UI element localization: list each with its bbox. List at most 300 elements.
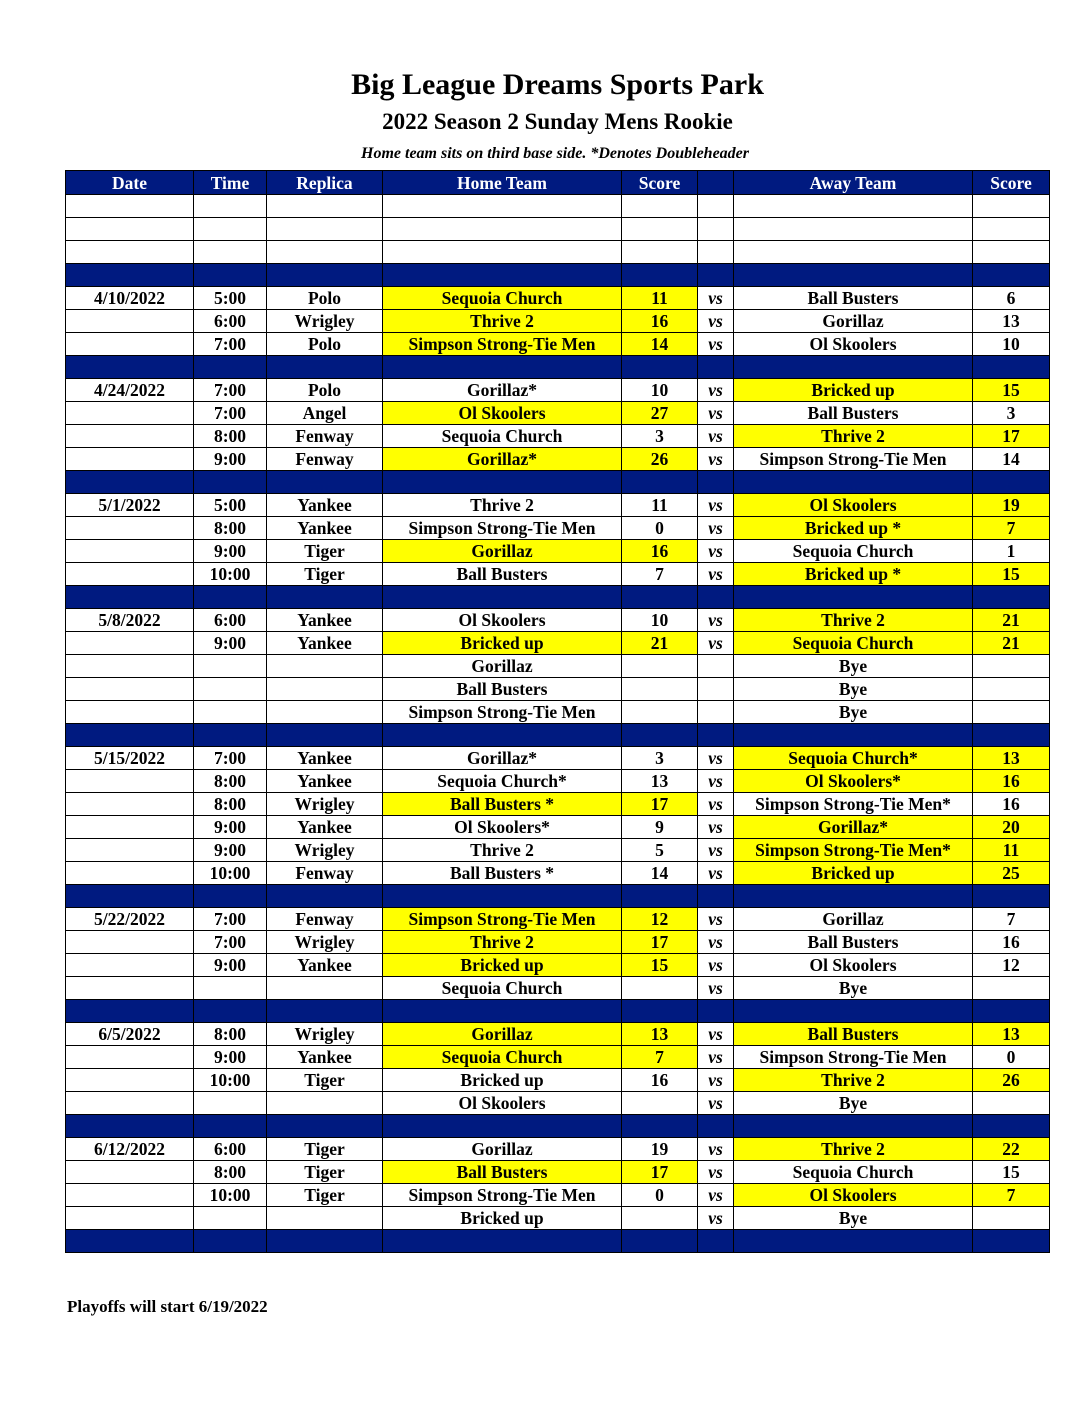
away-team-cell: Ol Skoolers [734,954,973,977]
away-score-cell: 20 [973,816,1050,839]
separator-cell [267,1230,383,1253]
away-score-cell: 15 [973,563,1050,586]
time-cell: 7:00 [194,379,267,402]
home-score-cell: 13 [622,1023,698,1046]
away-score-cell: 15 [973,1161,1050,1184]
home-team-cell: Thrive 2 [383,494,622,517]
blank-cell [194,218,267,241]
home-team-cell: Bricked up [383,1069,622,1092]
separator-cell [194,1230,267,1253]
separator-cell [698,724,734,747]
game-row [66,632,1050,655]
blank-cell [973,241,1050,264]
home-score-cell: 0 [622,1184,698,1207]
home-score-cell: 26 [622,448,698,471]
away-score-cell: 19 [973,494,1050,517]
away-team-cell: Gorillaz [734,310,973,333]
blank-cell [267,241,383,264]
home-score-cell: 7 [622,563,698,586]
blank-cell [698,241,734,264]
blank-cell [66,195,194,218]
separator-cell [973,586,1050,609]
date-cell: 6/5/2022 [66,1023,194,1046]
blank-cell [383,218,622,241]
separator-cell [734,1000,973,1023]
blank-cell [383,195,622,218]
time-cell [194,1207,267,1230]
time-cell: 8:00 [194,1161,267,1184]
away-team-cell: Thrive 2 [734,1138,973,1161]
week-separator-row [66,1115,1050,1138]
home-score-cell [622,1092,698,1115]
away-score-cell: 17 [973,425,1050,448]
date-cell [66,862,194,885]
replica-cell: Wrigley [267,310,383,333]
game-row [66,448,1050,471]
header-row [66,171,1050,195]
time-cell: 5:00 [194,494,267,517]
date-cell [66,1092,194,1115]
vs-cell: vs [698,425,734,448]
home-score-cell: 16 [622,310,698,333]
replica-cell: Yankee [267,494,383,517]
home-score-cell: 15 [622,954,698,977]
separator-cell [383,885,622,908]
separator-cell [973,1230,1050,1253]
blank-cell [973,195,1050,218]
blank-row [66,241,1050,264]
separator-cell [66,586,194,609]
home-score-cell: 12 [622,908,698,931]
separator-cell [698,356,734,379]
separator-cell [734,885,973,908]
home-score-cell: 11 [622,287,698,310]
separator-cell [267,586,383,609]
separator-cell [973,471,1050,494]
date-cell [66,954,194,977]
home-team-cell: Ball Busters [383,678,622,701]
vs-cell: vs [698,954,734,977]
separator-cell [622,586,698,609]
home-score-cell [622,655,698,678]
home-team-cell: Thrive 2 [383,310,622,333]
away-score-cell: 13 [973,1023,1050,1046]
separator-cell [734,724,973,747]
blank-row [66,218,1050,241]
time-cell: 7:00 [194,747,267,770]
separator-cell [698,1115,734,1138]
separator-cell [734,471,973,494]
home-team-cell: Sequoia Church [383,287,622,310]
time-cell: 8:00 [194,1023,267,1046]
time-cell: 9:00 [194,954,267,977]
replica-cell: Fenway [267,908,383,931]
replica-cell: Yankee [267,517,383,540]
away-team-cell: Bye [734,701,973,724]
date-cell [66,448,194,471]
home-team-cell: Simpson Strong-Tie Men [383,908,622,931]
time-cell: 6:00 [194,1138,267,1161]
week-separator-row [66,471,1050,494]
replica-cell: Wrigley [267,1023,383,1046]
blank-cell [194,195,267,218]
away-score-cell [973,701,1050,724]
vs-cell: vs [698,1092,734,1115]
home-score-cell: 16 [622,1069,698,1092]
week-separator-row [66,586,1050,609]
separator-cell [734,1230,973,1253]
game-row [66,517,1050,540]
home-team-cell: Ol Skoolers [383,609,622,632]
time-cell: 9:00 [194,839,267,862]
away-score-cell: 7 [973,1184,1050,1207]
time-cell: 8:00 [194,425,267,448]
game-row [66,701,1050,724]
replica-cell: Tiger [267,1069,383,1092]
separator-cell [194,1115,267,1138]
vs-cell: vs [698,908,734,931]
blank-cell [622,241,698,264]
home-score-cell: 16 [622,540,698,563]
separator-cell [267,264,383,287]
home-score-cell: 3 [622,425,698,448]
date-cell [66,1161,194,1184]
separator-cell [383,1230,622,1253]
blank-cell [267,218,383,241]
blank-cell [66,241,194,264]
away-score-cell: 16 [973,931,1050,954]
home-score-cell: 14 [622,862,698,885]
away-team-cell: Thrive 2 [734,425,973,448]
replica-cell: Yankee [267,609,383,632]
separator-cell [194,471,267,494]
home-team-cell: Simpson Strong-Tie Men [383,517,622,540]
away-score-cell: 22 [973,1138,1050,1161]
game-row [66,379,1050,402]
vs-cell: vs [698,287,734,310]
date-cell: 4/10/2022 [66,287,194,310]
date-cell [66,402,194,425]
time-cell: 6:00 [194,609,267,632]
time-cell: 9:00 [194,448,267,471]
home-team-cell: Sequoia Church* [383,770,622,793]
home-score-cell: 27 [622,402,698,425]
week-separator-row [66,1000,1050,1023]
replica-cell [267,678,383,701]
replica-cell: Tiger [267,1184,383,1207]
away-team-cell: Bye [734,977,973,1000]
game-row [66,1046,1050,1069]
home-score-cell [622,701,698,724]
date-cell [66,931,194,954]
away-team-cell: Bricked up [734,862,973,885]
time-cell: 10:00 [194,1069,267,1092]
schedule-table [65,170,1050,1253]
replica-cell: Tiger [267,540,383,563]
vs-cell [698,655,734,678]
away-team-cell: Bye [734,1207,973,1230]
replica-cell: Tiger [267,1138,383,1161]
date-cell [66,816,194,839]
game-row [66,908,1050,931]
home-team-cell: Thrive 2 [383,839,622,862]
home-score-cell: 10 [622,609,698,632]
separator-cell [66,264,194,287]
blank-cell [622,218,698,241]
home-team-cell: Ball Busters [383,1161,622,1184]
separator-cell [267,1115,383,1138]
away-score-cell: 16 [973,793,1050,816]
week-separator-row [66,724,1050,747]
replica-cell: Tiger [267,1161,383,1184]
date-cell [66,770,194,793]
home-score-cell: 0 [622,517,698,540]
away-team-cell: Sequoia Church [734,1161,973,1184]
game-row [66,1184,1050,1207]
schedule-body [66,195,1050,1253]
separator-cell [973,724,1050,747]
time-cell [194,655,267,678]
replica-cell: Polo [267,379,383,402]
game-row [66,333,1050,356]
vs-cell [698,701,734,724]
separator-cell [973,1000,1050,1023]
blank-cell [698,218,734,241]
away-team-cell: Ball Busters [734,402,973,425]
blank-cell [734,241,973,264]
vs-cell: vs [698,1023,734,1046]
time-cell: 6:00 [194,310,267,333]
date-cell [66,425,194,448]
separator-cell [383,1115,622,1138]
col-header-home-score: Score [622,171,698,195]
separator-cell [66,1230,194,1253]
vs-cell: vs [698,494,734,517]
separator-cell [622,471,698,494]
separator-cell [194,264,267,287]
vs-cell: vs [698,793,734,816]
separator-cell [383,264,622,287]
separator-cell [267,885,383,908]
vs-cell: vs [698,747,734,770]
replica-cell: Angel [267,402,383,425]
separator-cell [383,586,622,609]
home-score-cell: 17 [622,793,698,816]
separator-cell [698,264,734,287]
away-team-cell: Sequoia Church* [734,747,973,770]
home-team-cell: Sequoia Church [383,425,622,448]
vs-cell: vs [698,839,734,862]
col-header-away-score: Score [973,171,1050,195]
separator-cell [267,471,383,494]
home-score-cell: 5 [622,839,698,862]
home-team-cell: Ol Skoolers [383,1092,622,1115]
separator-cell [622,885,698,908]
header-note: Home team sits on third base side. *Denotes Doubleheader [361,145,749,162]
separator-cell [194,885,267,908]
date-cell [66,977,194,1000]
away-score-cell: 7 [973,908,1050,931]
vs-cell: vs [698,563,734,586]
separator-cell [698,471,734,494]
home-team-cell: Simpson Strong-Tie Men [383,701,622,724]
home-score-cell: 17 [622,1161,698,1184]
date-cell [66,655,194,678]
away-score-cell: 13 [973,747,1050,770]
date-cell [66,1184,194,1207]
time-cell [194,977,267,1000]
separator-cell [622,1115,698,1138]
vs-cell: vs [698,402,734,425]
date-cell [66,678,194,701]
away-score-cell [973,1207,1050,1230]
date-cell [66,632,194,655]
time-cell: 7:00 [194,908,267,931]
separator-cell [698,1000,734,1023]
game-row [66,977,1050,1000]
game-row [66,1023,1050,1046]
game-row [66,1161,1050,1184]
separator-cell [194,356,267,379]
week-separator-row [66,356,1050,379]
col-header-time: Time [194,171,267,195]
home-score-cell: 14 [622,333,698,356]
home-score-cell: 21 [622,632,698,655]
home-score-cell [622,977,698,1000]
replica-cell: Wrigley [267,793,383,816]
blank-cell [622,195,698,218]
vs-cell: vs [698,310,734,333]
replica-cell: Fenway [267,425,383,448]
separator-cell [267,1000,383,1023]
date-cell [66,563,194,586]
replica-cell: Yankee [267,632,383,655]
game-row [66,1092,1050,1115]
week-separator-row [66,264,1050,287]
away-team-cell: Simpson Strong-Tie Men [734,1046,973,1069]
col-header-date: Date [66,171,194,195]
separator-cell [973,264,1050,287]
away-score-cell: 1 [973,540,1050,563]
home-team-cell: Bricked up [383,954,622,977]
col-header-vs [698,171,734,195]
replica-cell: Fenway [267,862,383,885]
separator-cell [698,1230,734,1253]
away-score-cell: 11 [973,839,1050,862]
vs-cell: vs [698,1069,734,1092]
separator-cell [383,724,622,747]
vs-cell: vs [698,517,734,540]
away-score-cell: 14 [973,448,1050,471]
home-score-cell: 9 [622,816,698,839]
separator-cell [734,356,973,379]
date-cell: 5/15/2022 [66,747,194,770]
separator-cell [66,356,194,379]
away-score-cell: 10 [973,333,1050,356]
vs-cell: vs [698,1207,734,1230]
away-team-cell: Sequoia Church [734,632,973,655]
replica-cell: Polo [267,287,383,310]
separator-cell [622,724,698,747]
time-cell: 9:00 [194,1046,267,1069]
home-score-cell: 10 [622,379,698,402]
separator-cell [383,356,622,379]
away-team-cell: Ol Skoolers* [734,770,973,793]
blank-row [66,195,1050,218]
game-row [66,425,1050,448]
home-team-cell: Ball Busters [383,563,622,586]
home-score-cell [622,678,698,701]
separator-cell [698,586,734,609]
away-team-cell: Ball Busters [734,287,973,310]
home-team-cell: Gorillaz* [383,379,622,402]
away-score-cell [973,655,1050,678]
game-row [66,1069,1050,1092]
separator-cell [622,356,698,379]
vs-cell: vs [698,931,734,954]
away-team-cell: Sequoia Church [734,540,973,563]
game-row [66,609,1050,632]
replica-cell: Yankee [267,954,383,977]
separator-cell [734,1115,973,1138]
game-row [66,678,1050,701]
separator-cell [973,1115,1050,1138]
time-cell: 9:00 [194,632,267,655]
away-score-cell: 16 [973,770,1050,793]
date-cell [66,793,194,816]
date-cell [66,1069,194,1092]
away-team-cell: Ol Skoolers [734,494,973,517]
time-cell: 10:00 [194,1184,267,1207]
vs-cell: vs [698,379,734,402]
home-team-cell: Bricked up [383,1207,622,1230]
game-row [66,1138,1050,1161]
footer-note: Playoffs will start 6/19/2022 [67,1297,268,1316]
game-row [66,494,1050,517]
col-header-replica: Replica [267,171,383,195]
away-score-cell: 26 [973,1069,1050,1092]
separator-cell [66,1115,194,1138]
separator-cell [622,1000,698,1023]
away-team-cell: Bricked up * [734,563,973,586]
time-cell: 7:00 [194,402,267,425]
separator-cell [973,356,1050,379]
home-team-cell: Sequoia Church [383,1046,622,1069]
home-team-cell: Ball Busters * [383,862,622,885]
away-team-cell: Ball Busters [734,1023,973,1046]
away-team-cell: Thrive 2 [734,609,973,632]
time-cell: 8:00 [194,517,267,540]
date-cell [66,839,194,862]
replica-cell: Wrigley [267,931,383,954]
replica-cell: Polo [267,333,383,356]
replica-cell: Fenway [267,448,383,471]
away-team-cell: Simpson Strong-Tie Men [734,448,973,471]
game-row [66,747,1050,770]
away-score-cell: 21 [973,609,1050,632]
separator-cell [973,885,1050,908]
separator-cell [194,724,267,747]
time-cell: 9:00 [194,540,267,563]
home-team-cell: Gorillaz* [383,448,622,471]
time-cell: 5:00 [194,287,267,310]
game-row [66,816,1050,839]
separator-cell [622,1230,698,1253]
date-cell [66,310,194,333]
game-row [66,1207,1050,1230]
away-score-cell: 25 [973,862,1050,885]
replica-cell: Tiger [267,563,383,586]
